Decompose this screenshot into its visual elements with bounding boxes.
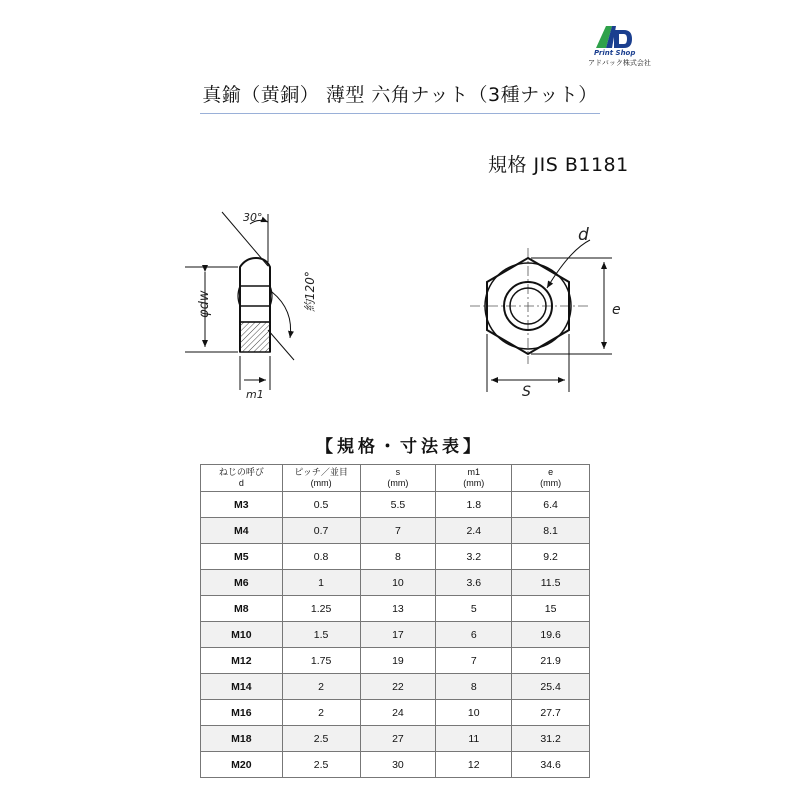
logo-brand-text: Print Shop bbox=[594, 49, 636, 57]
cell-e: 21.9 bbox=[512, 648, 590, 674]
cell-e: 19.6 bbox=[512, 622, 590, 648]
cell-s: 13 bbox=[360, 596, 436, 622]
company-logo bbox=[588, 24, 651, 68]
cell-m1: 11 bbox=[436, 726, 512, 752]
cell-s: 24 bbox=[360, 700, 436, 726]
header-unit: (mm) bbox=[540, 478, 562, 488]
cell-s: 27 bbox=[360, 726, 436, 752]
header-s bbox=[360, 465, 436, 492]
cell-s: 17 bbox=[360, 622, 436, 648]
cell-size: M8 bbox=[201, 596, 283, 622]
technical-drawing bbox=[0, 200, 800, 420]
cell-size: M18 bbox=[201, 726, 283, 752]
cell-pitch: 1.5 bbox=[282, 622, 360, 648]
d-label: d bbox=[578, 225, 589, 245]
logo-mark-icon bbox=[594, 24, 634, 50]
angle-120-label: 約120° bbox=[303, 271, 317, 312]
header-unit: (mm) bbox=[387, 478, 409, 488]
cell-pitch: 2 bbox=[282, 700, 360, 726]
cell-pitch: 2.5 bbox=[282, 726, 360, 752]
cell-m1: 3.2 bbox=[436, 544, 512, 570]
table-row bbox=[201, 700, 590, 726]
table-row bbox=[201, 726, 590, 752]
m1-label: m1 bbox=[246, 388, 264, 401]
cell-e: 31.2 bbox=[512, 726, 590, 752]
cell-size: M14 bbox=[201, 674, 283, 700]
cell-size: M12 bbox=[201, 648, 283, 674]
header-unit: (mm) bbox=[463, 478, 485, 488]
cell-s: 19 bbox=[360, 648, 436, 674]
cell-e: 25.4 bbox=[512, 674, 590, 700]
cell-size: M10 bbox=[201, 622, 283, 648]
page-title: 真鍮（黄銅） 薄型 六角ナット（3種ナット） bbox=[202, 84, 598, 106]
cell-m1: 1.8 bbox=[436, 492, 512, 518]
spec-table bbox=[200, 464, 590, 778]
cell-e: 34.6 bbox=[512, 752, 590, 778]
logo-company-name: アドバック株式会社 bbox=[588, 59, 651, 67]
cell-s: 10 bbox=[360, 570, 436, 596]
cell-s: 8 bbox=[360, 544, 436, 570]
cell-s: 5.5 bbox=[360, 492, 436, 518]
standard-label: 規格 JIS B1181 bbox=[488, 154, 629, 176]
cell-s: 22 bbox=[360, 674, 436, 700]
header-label: s bbox=[395, 467, 401, 477]
cell-size: M3 bbox=[201, 492, 283, 518]
cell-m1: 6 bbox=[436, 622, 512, 648]
table-row bbox=[201, 648, 590, 674]
cell-pitch: 2.5 bbox=[282, 752, 360, 778]
header-label: e bbox=[548, 467, 554, 477]
header-label: ピッチ／並目 bbox=[294, 467, 348, 477]
cell-m1: 7 bbox=[436, 648, 512, 674]
cell-m1: 10 bbox=[436, 700, 512, 726]
cell-pitch: 1.25 bbox=[282, 596, 360, 622]
cell-pitch: 0.5 bbox=[282, 492, 360, 518]
cell-pitch: 0.7 bbox=[282, 518, 360, 544]
cell-e: 27.7 bbox=[512, 700, 590, 726]
table-title: 【規格・寸法表】 bbox=[316, 437, 484, 457]
cell-size: M4 bbox=[201, 518, 283, 544]
cell-e: 6.4 bbox=[512, 492, 590, 518]
cell-e: 8.1 bbox=[512, 518, 590, 544]
cell-m1: 8 bbox=[436, 674, 512, 700]
header-label: ねじの呼び bbox=[218, 467, 264, 477]
cell-size: M6 bbox=[201, 570, 283, 596]
side-view bbox=[185, 211, 317, 401]
angle-30-label: 30° bbox=[243, 211, 263, 224]
phi-dw-label: φdw bbox=[197, 290, 212, 318]
table-row bbox=[201, 570, 590, 596]
header-pitch bbox=[282, 465, 360, 492]
table-row bbox=[201, 544, 590, 570]
cell-pitch: 1 bbox=[282, 570, 360, 596]
table-header-row bbox=[201, 465, 590, 492]
cell-size: M16 bbox=[201, 700, 283, 726]
cell-size: M20 bbox=[201, 752, 283, 778]
table-row bbox=[201, 492, 590, 518]
cell-m1: 5 bbox=[436, 596, 512, 622]
title-divider bbox=[200, 113, 600, 114]
header-label: m1 bbox=[467, 467, 481, 477]
header-unit: (mm) bbox=[310, 478, 332, 488]
header-thread-size bbox=[201, 465, 283, 492]
cell-s: 30 bbox=[360, 752, 436, 778]
cell-s: 7 bbox=[360, 518, 436, 544]
table-row bbox=[201, 622, 590, 648]
cell-size: M5 bbox=[201, 544, 283, 570]
table-row bbox=[201, 596, 590, 622]
table-row bbox=[201, 518, 590, 544]
cell-m1: 3.6 bbox=[436, 570, 512, 596]
header-m1 bbox=[436, 465, 512, 492]
cell-e: 9.2 bbox=[512, 544, 590, 570]
table-row bbox=[201, 752, 590, 778]
cell-pitch: 2 bbox=[282, 674, 360, 700]
header-unit: d bbox=[238, 478, 244, 488]
cell-pitch: 0.8 bbox=[282, 544, 360, 570]
cell-pitch: 1.75 bbox=[282, 648, 360, 674]
e-label: e bbox=[612, 302, 621, 318]
table-row bbox=[201, 674, 590, 700]
s-label: S bbox=[522, 384, 531, 400]
cell-e: 15 bbox=[512, 596, 590, 622]
cell-e: 11.5 bbox=[512, 570, 590, 596]
front-view bbox=[470, 225, 621, 400]
header-e bbox=[512, 465, 590, 492]
cell-m1: 12 bbox=[436, 752, 512, 778]
cell-m1: 2.4 bbox=[436, 518, 512, 544]
table-body bbox=[201, 492, 590, 778]
